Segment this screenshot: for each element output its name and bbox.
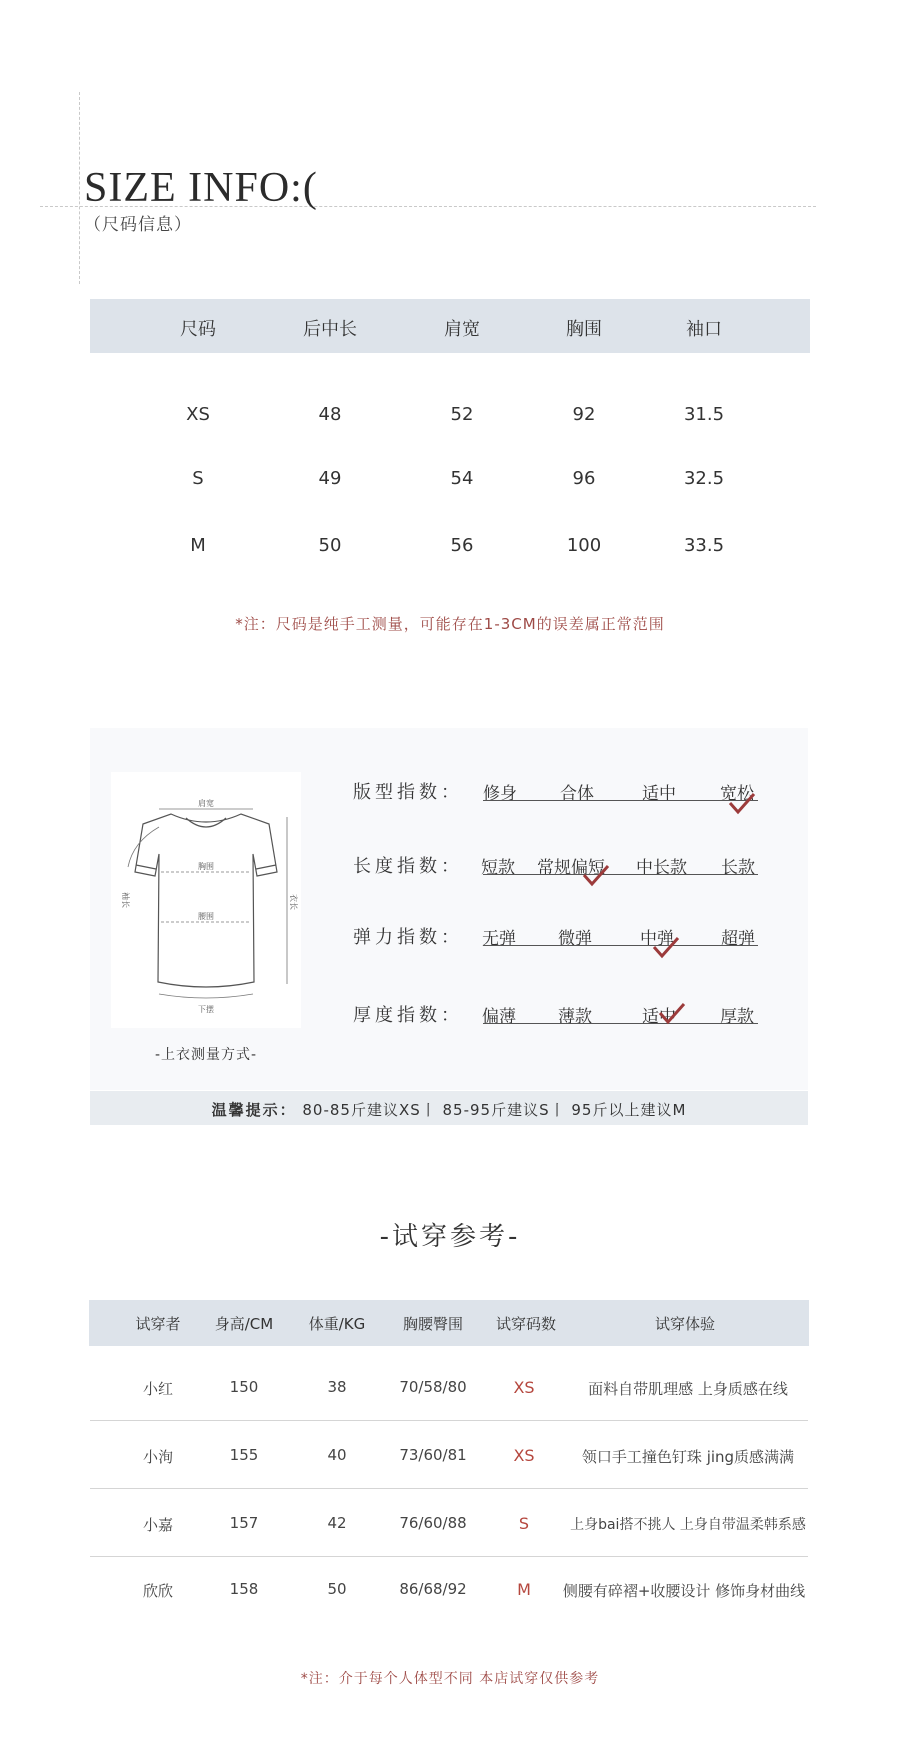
index-label: 版型指数： [353, 782, 463, 803]
try-cell: 76/60/88 [399, 1514, 467, 1532]
tshirt-icon [111, 772, 301, 1028]
try-cell: 155 [229, 1446, 259, 1464]
size-cell: 50 [318, 535, 342, 556]
row-divider [90, 1556, 808, 1557]
index-underline [483, 800, 758, 801]
page-title: SIZE INFO:( [84, 165, 318, 211]
index-option: 中弹 [640, 929, 674, 949]
index-label: 长度指数： [353, 856, 463, 877]
try-cell: 150 [229, 1378, 259, 1396]
size-note: *注：尺码是纯手工测量，可能存在1-3CM的误差属正常范围 [235, 615, 665, 633]
index-underline [483, 1023, 758, 1024]
decor-vertical-line [79, 92, 80, 284]
row-divider [90, 1488, 808, 1489]
size-table-header [90, 299, 810, 353]
size-col-header: 肩宽 [444, 319, 480, 340]
index-option: 无弹 [482, 929, 516, 949]
try-cell: 158 [229, 1580, 259, 1598]
index-option: 偏薄 [482, 1007, 516, 1027]
try-col-header: 试穿码数 [495, 1315, 557, 1333]
try-col-header: 试穿者 [135, 1315, 181, 1333]
try-cell: 38 [327, 1378, 347, 1396]
hem-label: 下摆 [198, 1005, 214, 1014]
size-col-header: 胸围 [566, 319, 602, 340]
tshirt-diagram [111, 772, 301, 1028]
index-option: 适中 [642, 784, 676, 804]
size-cell: S [192, 468, 204, 489]
try-col-header: 身高/CM [214, 1315, 274, 1333]
try-cell: 70/58/80 [399, 1378, 467, 1396]
try-on-title: -试穿参考- [379, 1222, 521, 1252]
size-cell: 31.5 [683, 404, 725, 425]
tip-bar [90, 1091, 808, 1125]
tip-label: 温馨提示： [211, 1101, 297, 1119]
size-cell: 92 [572, 404, 596, 425]
index-underline [483, 945, 758, 946]
index-option: 薄款 [558, 1007, 592, 1027]
index-option: 短款 [481, 858, 515, 878]
page-subtitle: （尺码信息） [84, 215, 192, 235]
try-col-header: 胸腰臀围 [402, 1315, 464, 1333]
tip-text [90, 1099, 808, 1120]
size-col-header: 袖口 [686, 319, 722, 340]
index-option: 修身 [483, 784, 517, 804]
index-label: 厚度指数： [353, 1005, 463, 1026]
try-cell: 领口手工撞色钉珠 jing质感满满 [581, 1448, 795, 1466]
try-cell: 157 [229, 1514, 259, 1532]
waist-label: 腰围 [198, 912, 214, 921]
check-icon [651, 934, 681, 960]
try-cell: 42 [327, 1514, 347, 1532]
chest-label: 胸围 [198, 862, 214, 871]
try-size-cell: S [518, 1514, 530, 1533]
size-cell: 56 [450, 535, 474, 556]
size-cell: 48 [318, 404, 342, 425]
try-on-note: *注：介于每个人体型不同 本店试穿仅供参考 [300, 1671, 600, 1687]
index-option: 适中 [642, 1007, 676, 1027]
try-cell: 40 [327, 1446, 347, 1464]
size-cell: 33.5 [683, 535, 725, 556]
index-option: 合体 [560, 784, 594, 804]
size-col-header: 尺码 [180, 319, 216, 340]
try-size-cell: M [517, 1580, 531, 1599]
size-cell: 49 [318, 468, 342, 489]
try-cell: 小洵 [142, 1448, 174, 1466]
index-option: 常规偏短 [537, 858, 605, 878]
try-col-header: 体重/KG [308, 1315, 366, 1333]
try-cell: 73/60/81 [399, 1446, 467, 1464]
measure-caption: -上衣测量方式- [154, 1047, 258, 1063]
check-icon [657, 1000, 687, 1026]
size-cell: XS [186, 404, 210, 425]
size-cell: 52 [450, 404, 474, 425]
try-cell: 小红 [142, 1380, 174, 1398]
try-cell: 50 [327, 1580, 347, 1598]
size-cell: 54 [450, 468, 474, 489]
check-icon [581, 862, 611, 888]
index-option: 宽松 [720, 784, 754, 804]
try-cell: 侧腰有碎褶+收腰设计 修饰身材曲线 [562, 1582, 806, 1600]
try-cell: 86/68/92 [399, 1580, 467, 1598]
size-cell: 100 [566, 535, 602, 556]
size-cell: M [190, 535, 206, 556]
index-option: 中长款 [636, 858, 687, 878]
index-underline [483, 874, 758, 875]
try-on-table-header [89, 1300, 809, 1346]
check-icon [727, 790, 757, 816]
try-cell: 上身bai搭不挑人 上身自带温柔韩系感 [570, 1517, 806, 1533]
index-option: 微弹 [558, 929, 592, 949]
index-label: 弹力指数： [353, 927, 463, 948]
try-size-cell: XS [513, 1446, 535, 1465]
try-cell: 面料自带肌理感 上身质感在线 [588, 1380, 788, 1398]
index-option: 超弹 [721, 929, 755, 949]
size-cell: 96 [572, 468, 596, 489]
try-cell: 小嘉 [142, 1516, 174, 1534]
length-label: 衣长 [289, 894, 298, 910]
tip-content: 80-85斤建议XS丨 85-95斤建议S丨 95斤以上建议M [302, 1101, 687, 1119]
shoulder-label: 肩宽 [198, 799, 214, 808]
size-cell: 32.5 [683, 468, 725, 489]
try-cell: 欣欣 [142, 1582, 174, 1600]
index-option: 厚款 [720, 1007, 754, 1027]
index-option: 长款 [721, 858, 755, 878]
try-size-cell: XS [513, 1378, 535, 1397]
try-col-header: 试穿体验 [654, 1315, 716, 1333]
size-col-header: 后中长 [303, 319, 357, 340]
row-divider [90, 1420, 808, 1421]
sleeve-label: 袖长 [121, 892, 130, 908]
